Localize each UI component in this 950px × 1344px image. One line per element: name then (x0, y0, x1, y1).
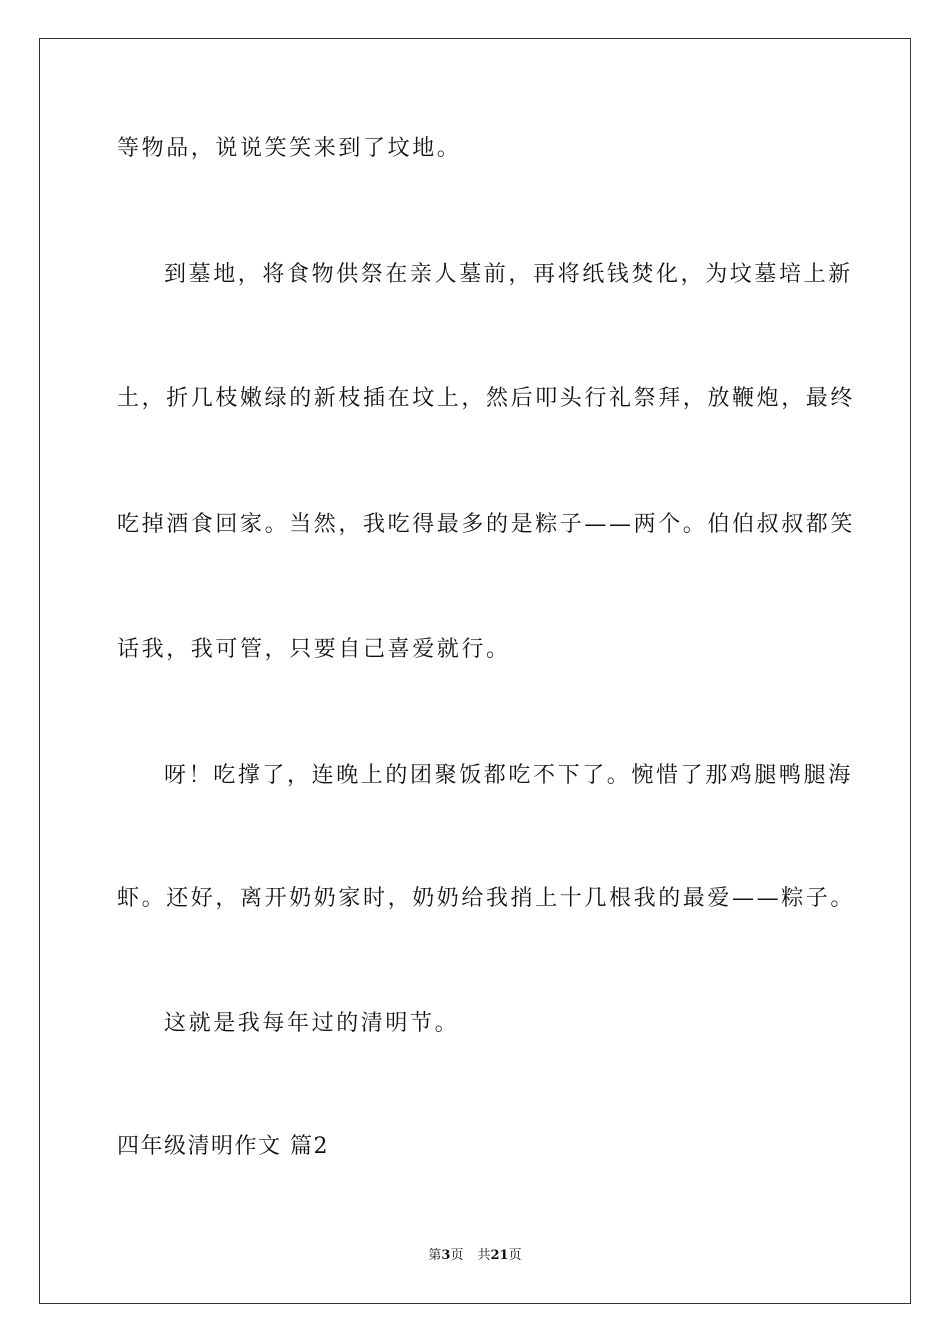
page-border (39, 38, 911, 1304)
page-footer (0, 1247, 950, 1265)
paragraph-line-8: 这就是我每年过的清明节。 (164, 1011, 460, 1036)
total-pages: 21 (490, 1248, 509, 1263)
paragraph-line-4: 吃掉酒食回家。当然，我吃得最多的是粽子——两个。伯伯叔叔都笑 (117, 512, 856, 537)
paragraph-line-1: 等物品，说说笑笑来到了坟地。 (117, 136, 462, 161)
paragraph-line-3: 土，折几枝嫩绿的新枝插在坟上，然后叩头行礼祭拜，放鞭炮，最终 (117, 386, 856, 411)
page-number: 3 (441, 1248, 451, 1263)
paragraph-line-5: 话我，我可管，只要自己喜爱就行。 (117, 637, 511, 662)
paragraph-line-7: 虾。还好，离开奶奶家时，奶奶给我捎上十几根我的最爱——粽子。 (117, 886, 856, 911)
paragraph-line-6: 呀！吃撑了，连晚上的团聚饭都吃不下了。惋惜了那鸡腿鸭腿海 (164, 763, 853, 788)
total-suffix: 页 (508, 1248, 522, 1263)
paragraph-line-2: 到墓地，将食物供祭在亲人墓前，再将纸钱焚化，为坟墓培上新 (164, 262, 853, 287)
page-prefix: 第 (428, 1248, 442, 1263)
total-prefix: 共 (477, 1248, 491, 1263)
section-heading: 四年级清明作文 篇2 (117, 1134, 329, 1159)
page-suffix: 页 (450, 1248, 464, 1263)
